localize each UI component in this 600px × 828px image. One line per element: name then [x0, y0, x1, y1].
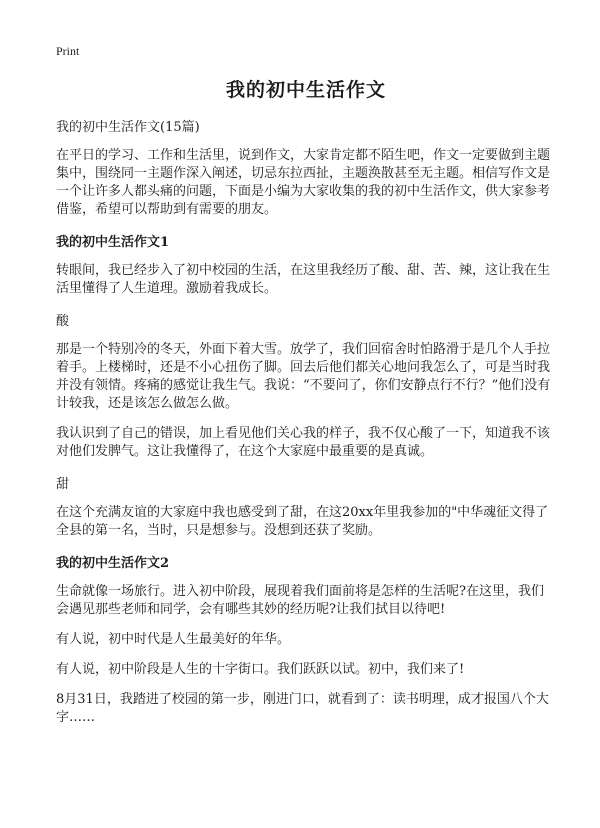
essay-1-paragraph-1: 转眼间，我已经步入了初中校园的生活，在这里我经历了酸、甜、苦、辣，这让我在生活里懂得了人生道理。激励着我成长。	[56, 263, 551, 296]
essay-2-paragraph-2: 有人说，初中时代是人生最美好的年华。	[56, 632, 291, 647]
essay-2-paragraph-3: 有人说，初中阶段是人生的十字街口。我们跃跃以试。初中，我们来了!	[56, 662, 465, 677]
document-subtitle: 我的初中生活作文(15篇)	[56, 120, 200, 135]
essay-1-subheading-sour: 酸	[56, 314, 70, 329]
print-label[interactable]: Print	[56, 44, 80, 58]
essay-1-paragraph-4: 在这个充满友谊的大家庭中我也感受到了甜，在这20xx年里我参加的"中华魂征文得了全县的第一名，当时，只是想参与。没想到还获了奖励。	[56, 505, 549, 538]
essay-1-subheading-sweet: 甜	[56, 477, 70, 492]
essay-2-paragraph-4: 8月31日，我踏进了校园的第一步，刚进门口，就看到了：读书明理，成才报国八个大字……	[56, 692, 549, 725]
essay-2-paragraph-1: 生命就像一场旅行。进入初中阶段，展现着我们面前将是怎样的生活呢?在这里，我们会遇见那些老师和同学，会有哪些其妙的经历呢?让我们拭目以待吧!	[56, 584, 544, 617]
essay-2-heading: 我的初中生活作文2	[56, 556, 170, 571]
essay-1-paragraph-3: 我认识到了自己的错误，加上看见他们关心我的样子，我不仅心酸了一下，知道我不该对他们发脾气。这让我懂得了，在这个大家庭中最重要的是真诚。	[56, 426, 551, 459]
intro-paragraph: 在平日的学习、工作和生活里，说到作文，大家肯定都不陌生吧，作文一定要做到主题集中，围绕同一主题作深入阐述，切忌东拉西扯，主题涣散甚至无主题。相信写作文是一个让许多人都头痛的问题，下面是小编为大家收集的我的初中生活作文，供大家参考借鉴，希望可以帮助到有需要的朋友。	[56, 148, 551, 217]
page-title: 我的初中生活作文	[225, 79, 386, 101]
essay-1-heading: 我的初中生活作文1	[56, 235, 170, 250]
essay-1-paragraph-2: 那是一个特别冷的冬天，外面下着大雪。放学了，我们回宿舍时怕路滑于是几个人手拉着手。上楼梯时，还是不小心扭伤了脚。回去后他们都关心地问我怎么了，可是当时我并没有领情。疼痛的感觉让我生气。我说：“不要问了，你们安静点行不行？”他们没有计较我，还是该怎么做怎么做。	[56, 342, 551, 411]
